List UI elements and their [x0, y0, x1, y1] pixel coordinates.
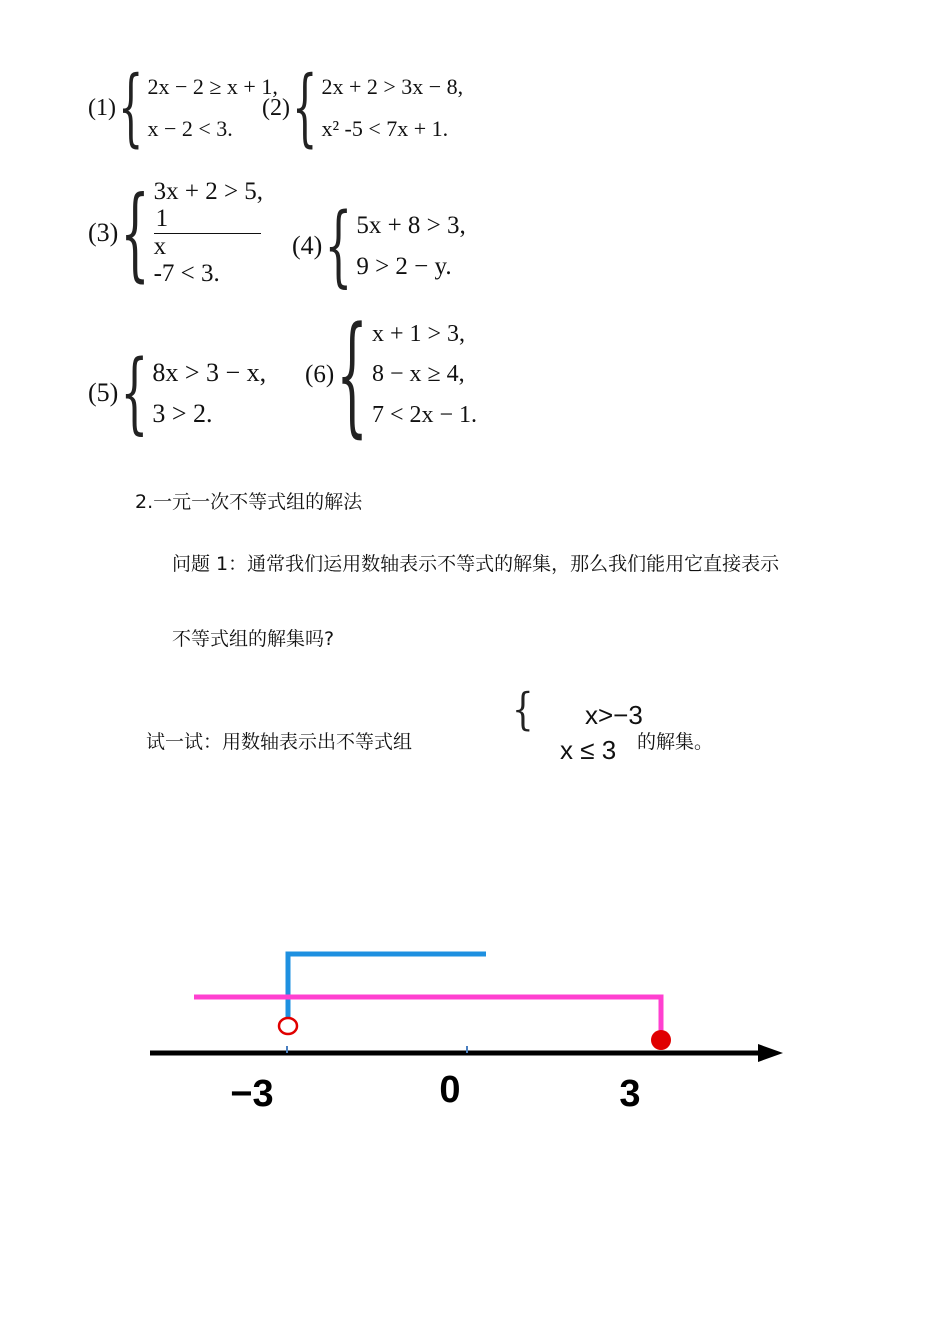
fraction — [154, 206, 261, 260]
system-2 — [262, 59, 464, 157]
try-suffix: 的解集。 — [637, 731, 714, 753]
try-inequality-1: x>−3 — [585, 700, 643, 730]
system-label: (6) — [305, 361, 335, 388]
system-label: (4) — [292, 231, 323, 260]
left-brace-icon: { — [120, 342, 149, 444]
inequality-line: 9 > 2 − y. — [356, 252, 452, 280]
solution-ray-magenta — [194, 997, 661, 1040]
system-label: (5) — [88, 378, 119, 407]
inequality-line: 2x − 2 ≥ x + 1, — [147, 74, 278, 99]
system-3 — [88, 173, 264, 293]
system-lines — [152, 352, 266, 434]
system-6 — [305, 299, 478, 451]
try-prompt: 试一试：用数轴表示出不等式组 — [146, 731, 413, 753]
section-heading: 2.一元一次不等式组的解法 — [135, 491, 363, 513]
left-brace-icon: { — [117, 59, 144, 157]
inequality-line-fraction — [154, 206, 263, 288]
inequality-line: 3 > 2. — [152, 398, 213, 428]
fraction-denominator: x — [153, 232, 167, 260]
system-label: (2) — [262, 94, 290, 121]
tick-label: 0 — [439, 1069, 461, 1111]
inequality-line: x² -5 < 7x + 1. — [321, 116, 449, 141]
tick-label: −3 — [230, 1073, 274, 1115]
inequality-line: 7 < 2x − 1. — [371, 402, 478, 429]
system-lines — [372, 314, 477, 436]
system-lines — [154, 178, 263, 288]
system-label: (3) — [88, 218, 119, 247]
number-line-diagram — [0, 930, 950, 1130]
fraction-numerator: 1 — [154, 206, 261, 233]
system-1 — [88, 59, 278, 157]
system-label: (1) — [88, 94, 116, 121]
system-5 — [88, 342, 267, 444]
system-lines — [147, 66, 277, 150]
tick-label: 3 — [619, 1073, 641, 1115]
inequality-line: 5x + 8 > 3, — [356, 211, 466, 239]
left-brace-icon: { — [120, 173, 150, 293]
inequality-line: 3x + 2 > 5, — [153, 178, 264, 206]
left-brace-icon: { — [324, 195, 353, 297]
left-brace-icon: { — [336, 299, 368, 451]
axis-arrow-icon — [758, 1044, 783, 1062]
system-lines — [321, 66, 463, 150]
inequality-line: 8x > 3 − x, — [152, 357, 267, 387]
left-brace-icon: { — [291, 59, 318, 157]
inequality-line: 8 − x ≥ 4, — [371, 361, 465, 388]
left-brace-icon: { — [512, 684, 534, 736]
inequality-tail: -7 < 3. — [153, 259, 220, 287]
inequality-line: 2x + 2 > 3x − 8, — [321, 74, 464, 99]
open-circle-point — [279, 1018, 297, 1034]
question-line-1: 问题 1：通常我们运用数轴表示不等式的解集，那么我们能用它直接表示 — [172, 553, 780, 575]
inequality-line: x − 2 < 3. — [147, 116, 233, 141]
try-inequality-2: x ≤ 3 — [560, 735, 617, 765]
solution-ray-blue — [288, 954, 486, 1025]
question-line-2: 不等式组的解集吗? — [172, 628, 335, 650]
system-lines — [356, 205, 465, 287]
system-4 — [292, 195, 466, 297]
inequality-line: x + 1 > 3, — [371, 320, 466, 347]
closed-circle-point — [651, 1030, 671, 1050]
